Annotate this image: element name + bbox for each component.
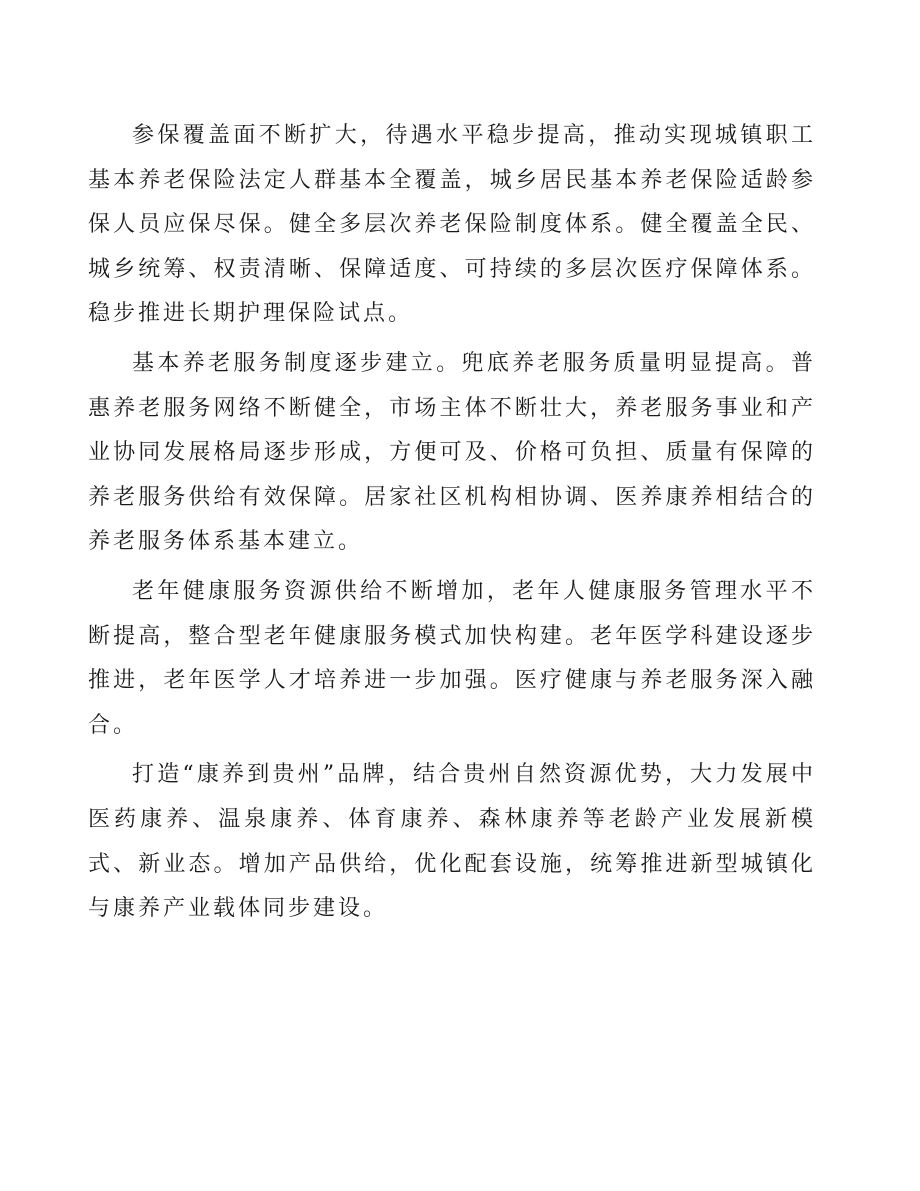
document-body bbox=[88, 114, 816, 937]
paragraph-elderly-care-services: 基本养老服务制度逐步建立。兜底养老服务质量明显提高。普惠养老服务网络不断健全，市场主体不断壮大，养老服务事业和产业协同发展格局逐步形成，方便可及、价格可负担、质量有保障的养老服务供给有效保障。居家社区机构相协调、医养康养相结合的养老服务体系基本建立。 bbox=[88, 350, 816, 555]
paragraph-elderly-health-services: 老年健康服务资源供给不断增加，老年人健康服务管理水平不断提高，整合型老年健康服务模式加快构建。老年医学科建设逐步推进，老年医学人才培养进一步加强。医疗健康与养老服务深入融合。 bbox=[88, 578, 816, 738]
paragraph-insurance-coverage: 参保覆盖面不断扩大，待遇水平稳步提高，推动实现城镇职工基本养老保险法定人群基本全覆盖，城乡居民基本养老保险适龄参保人员应保尽保。健全多层次养老保险制度体系。健全覆盖全民、城乡统筹、权责清晰、保障适度、可持续的多层次医疗保障体系。稳步推进长期护理保险试点。 bbox=[88, 123, 816, 327]
paragraph-wellness-brand: 打造“康养到贵州”品牌，结合贵州自然资源优势，大力发展中医药康养、温泉康养、体育康养、森林康养等老龄产业发展新模式、新业态。增加产品供给，优化配套设施，统筹推进新型城镇化与康养产业载体同步建设。 bbox=[88, 762, 816, 922]
